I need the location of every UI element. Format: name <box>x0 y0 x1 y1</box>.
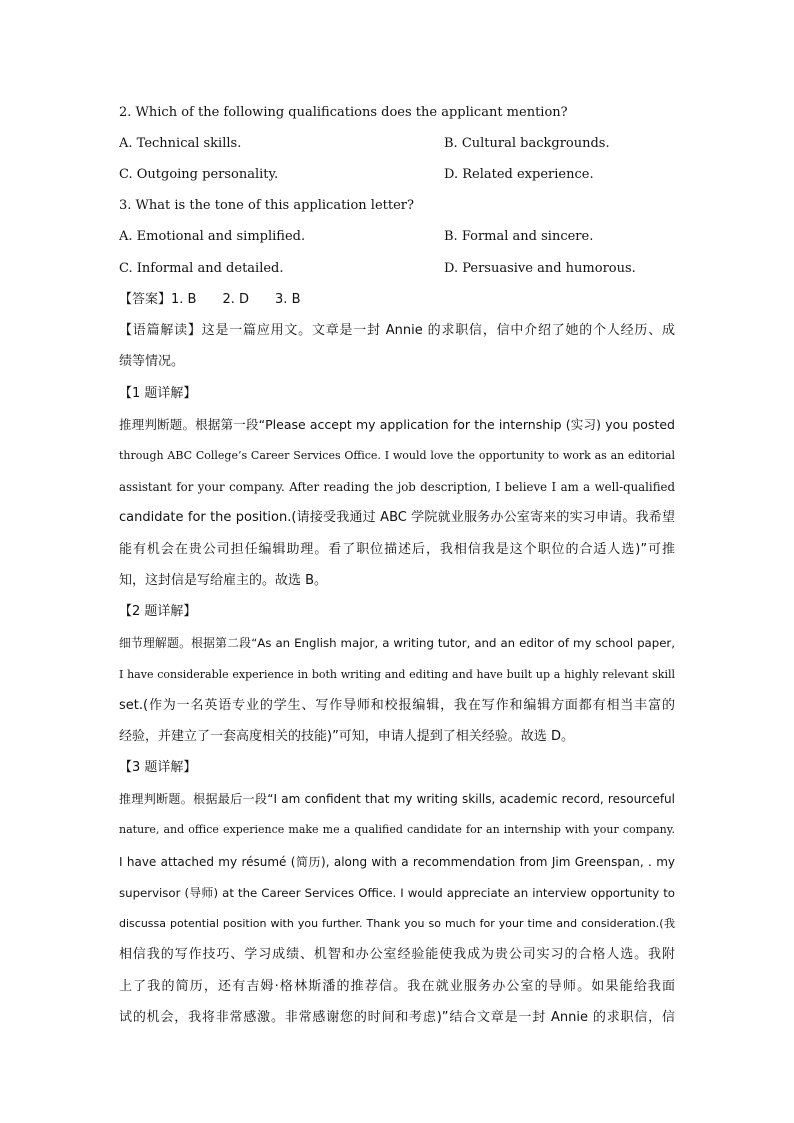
detail-1-heading: 【1 题详解】 <box>119 386 197 401</box>
detail-3-line: 上了我的简历，还有吉姆·格林斯潘的推荐信。我在就业服务办公室的导师。如果能给我面 <box>119 979 675 994</box>
detail-3-line: nature, and office experience make me a qualified candidate for an internship with your company. <box>119 823 675 836</box>
question-2-option-a: A. Technical skills. <box>119 136 242 151</box>
answer-item: 3. B <box>275 292 301 307</box>
detail-3-line: 试的机会，我将非常感激。非常感谢您的时间和考虑)”结合文章是一封 Annie 的求职信，信 <box>119 1010 675 1025</box>
detail-2-line: 细节理解题。根据第二段“As an English major, a writing tutor, and an editor of my school paper, <box>119 636 675 650</box>
question-2-option-c: C. Outgoing personality. <box>119 167 279 182</box>
detail-1-line: assistant for your company. After reading the job description, I believe I am a well-qualified <box>119 480 675 494</box>
detail-2-line: set.(作为一名英语专业的学生、写作导师和校报编辑，我在写作和编辑方面都有相当丰富的 <box>119 698 675 713</box>
question-2-option-b: B. Cultural backgrounds. <box>444 136 610 151</box>
detail-2-line: I have considerable experience in both writing and editing and have built up a highly relevant skill <box>119 668 675 681</box>
answer-line <box>119 291 675 309</box>
question-3-option-d: D. Persuasive and humorous. <box>444 261 636 276</box>
detail-2-heading: 【2 题详解】 <box>119 604 197 619</box>
question-3-option-a: A. Emotional and simplified. <box>119 229 306 244</box>
answer-item: 1. B <box>171 292 197 307</box>
detail-3-line: 推理判断题。根据最后一段“I am confident that my writing skills, academic record, resourceful <box>119 792 675 806</box>
detail-3-line: I have attached my résumé (简历), along with a recommendation from Jim Greenspan, . my <box>119 855 675 869</box>
detail-2-line: 经验，并建立了一套高度相关的技能)”可知，申请人提到了相关经验。故选 D。 <box>119 729 574 744</box>
question-3-option-b: B. Formal and sincere. <box>444 229 594 244</box>
question-2-option-d: D. Related experience. <box>444 167 594 182</box>
answer-label: 【答案】 <box>119 292 172 307</box>
answer-item: 2. D <box>222 292 250 307</box>
detail-1-line: 知，这封信是写给雇主的。故选 B。 <box>119 573 328 588</box>
question-3-stem: 3. What is the tone of this application letter? <box>119 198 414 213</box>
detail-3-line: supervisor (导师) at the Career Services Office. I would appreciate an interview opportunity to <box>119 886 675 900</box>
question-2-stem: 2. Which of the following qualifications does the applicant mention? <box>119 105 568 120</box>
question-3-option-c: C. Informal and detailed. <box>119 261 284 276</box>
detail-3-heading: 【3 题详解】 <box>119 760 197 775</box>
reading-line: 【语篇解读】这是一篇应用文。文章是一封 Annie 的求职信，信中介绍了她的个人经历、成 <box>119 323 675 338</box>
detail-1-line: candidate for the position.(请接受我通过 ABC 学院就业服务办公室寄来的实习申请。我希望 <box>119 510 675 525</box>
detail-1-line: 推理判断题。根据第一段“Please accept my application for the internship (实习) you posted <box>119 417 675 432</box>
detail-1-line: 能有机会在贵公司担任编辑助理。看了职位描述后，我相信我是这个职位的合适人选)”可推 <box>119 542 675 557</box>
detail-1-line: through ABC College’s Career Services Office. I would love the opportunity to work as an editorial <box>119 449 675 462</box>
reading-line: 绩等情况。 <box>119 354 185 369</box>
detail-3-line: 相信我的写作技巧、学习成绩、机智和办公室经验能使我成为贵公司实习的合格人选。我附 <box>119 947 675 962</box>
detail-3-line: discussa potential position with you further. Thank you so much for your time and consideration.(我 <box>119 917 675 930</box>
